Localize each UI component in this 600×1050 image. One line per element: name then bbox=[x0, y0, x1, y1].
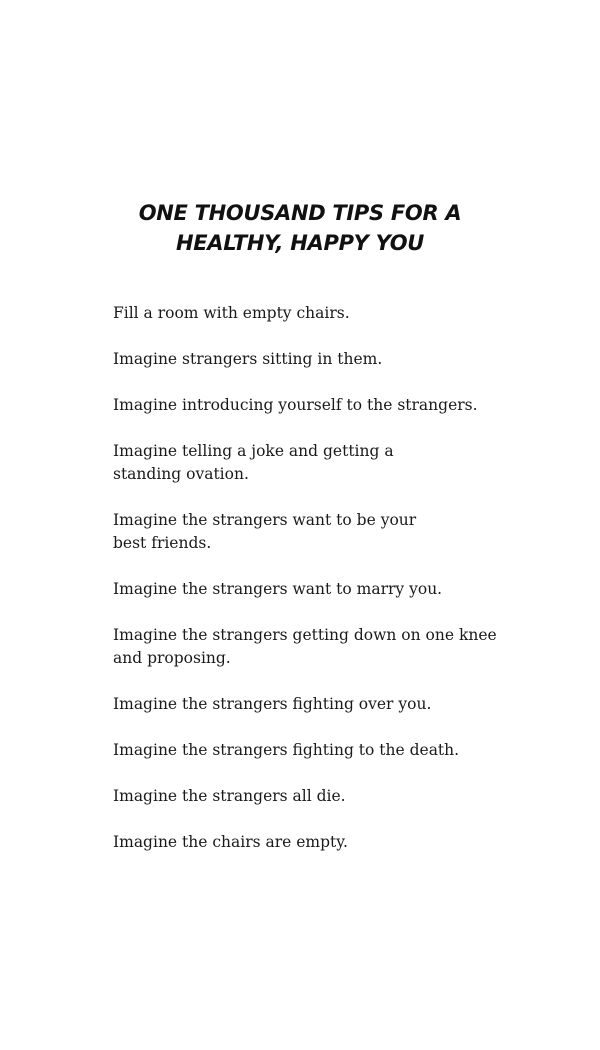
stanza bbox=[113, 739, 533, 762]
poem-line: Imagine strangers sitting in them. bbox=[113, 350, 383, 368]
poem-title-line: ONE THOUSAND TIPS FOR A bbox=[138, 201, 462, 225]
poem-line: Imagine introducing yourself to the strangers. bbox=[113, 396, 478, 414]
poem-title-line: HEALTHY, HAPPY YOU bbox=[175, 231, 425, 255]
poem-line: Imagine the strangers want to marry you. bbox=[113, 580, 443, 598]
poem-body bbox=[113, 302, 533, 877]
stanza bbox=[113, 624, 533, 670]
poem-line: Imagine the strangers all die. bbox=[113, 787, 346, 805]
stanza bbox=[113, 693, 533, 716]
stanza bbox=[113, 785, 533, 808]
poem-title bbox=[0, 198, 600, 258]
stanza bbox=[113, 440, 533, 486]
poem-line: best friends. bbox=[113, 534, 212, 552]
poem-line: Imagine the chairs are empty. bbox=[113, 833, 348, 851]
poem-line: Imagine the strangers getting down on one knee bbox=[113, 626, 497, 644]
poem-line: Imagine telling a joke and getting a bbox=[113, 442, 394, 460]
stanza bbox=[113, 394, 533, 417]
stanza bbox=[113, 831, 533, 854]
poem-line: standing ovation. bbox=[113, 465, 249, 483]
poem-line: Imagine the strangers fighting over you. bbox=[113, 695, 432, 713]
poem-line: Fill a room with empty chairs. bbox=[113, 304, 350, 322]
poem-line: and proposing. bbox=[113, 649, 231, 667]
stanza bbox=[113, 302, 533, 325]
poem-line: Imagine the strangers fighting to the death. bbox=[113, 741, 460, 759]
stanza bbox=[113, 578, 533, 601]
stanza bbox=[113, 348, 533, 371]
stanza bbox=[113, 509, 533, 555]
poem-line: Imagine the strangers want to be your bbox=[113, 511, 417, 529]
